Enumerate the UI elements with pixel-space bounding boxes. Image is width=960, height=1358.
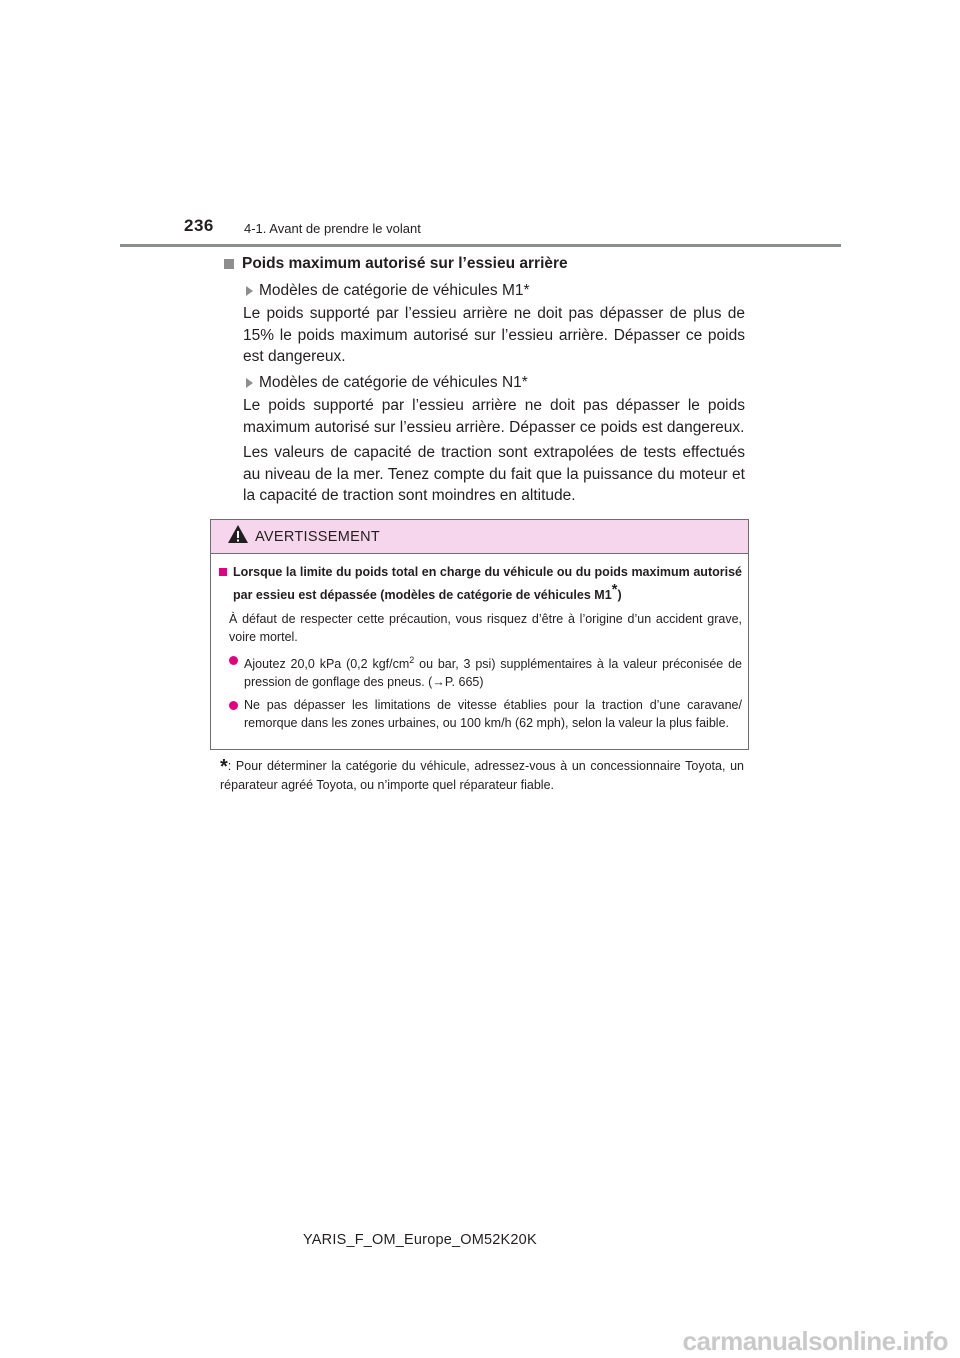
section-heading [224, 255, 568, 273]
square-bullet-icon [224, 259, 234, 269]
heading-text: Poids maximum autorisé sur l’essieu arrière [242, 255, 568, 272]
warning-item-title-part: Lorsque la limite du poids total en charge du véhicule ou du poids maximum autorisé par essieu est dépassée (modèles de catégorie de véhicules M1 [233, 565, 742, 603]
section-title: 4-1. Avant de prendre le volant [244, 221, 421, 236]
bullet1-part-a: Ajoutez 20,0 kPa (0,2 kgf/cm [244, 657, 410, 672]
triangle-bullet-icon [246, 378, 253, 388]
warning-item-title-text [233, 564, 742, 604]
warning-triangle-icon [227, 524, 249, 549]
arrow-icon: → [432, 674, 445, 689]
footnote-star: * [220, 756, 228, 778]
bullet1-part-b: ou bar, 3 psi) supplémentaires à la valeur préconisée de pression de gonflage des pneus. ( [244, 657, 742, 689]
footnote [220, 757, 744, 794]
watermark: carmanualsonline.info [682, 1326, 948, 1356]
warning-item-title-star: * [611, 581, 618, 598]
subheading-m1 [246, 282, 530, 300]
footer-code: YARIS_F_OM_Europe_OM52K20K [303, 1232, 537, 1248]
bullet1-superscript: 2 [409, 655, 415, 666]
paragraph-n1: Le poids supporté par l’essieu arrière ne doit pas dépasser le poids maximum autorisé sur l’essieu arrière. Dépasser ce poids est dangereux. [243, 397, 745, 436]
warning-bullet-pressure [229, 652, 742, 691]
warning-item-title-end: ) [617, 588, 622, 603]
subheading-m1-text: Modèles de catégorie de véhicules M1* [259, 282, 530, 299]
warning-box [210, 519, 749, 750]
pink-dot-icon [229, 701, 238, 710]
page-number: 236 [184, 216, 214, 235]
header-rule [120, 244, 841, 247]
pink-dot-icon [229, 656, 238, 665]
bullet1-page-ref: P. 665) [444, 674, 484, 689]
warning-header [211, 520, 748, 554]
pink-square-icon [219, 568, 227, 576]
footnote-text: : Pour déterminer la catégorie du véhicule, adressez-vous à un concessionnaire Toyota, un réparateur agréé Toyota, ou n’importe quel réparateur fiable. [220, 759, 744, 792]
warning-item-title [219, 564, 742, 604]
paragraph-traction: Les valeurs de capacité de traction sont extrapolées de tests effectués au niveau de la mer. Tenez compte du fait que la puissance du moteur et la capacité de traction sont moindres en altitude. [243, 444, 745, 504]
subheading-n1 [246, 374, 528, 392]
warning-bullet-speed [229, 697, 742, 732]
triangle-bullet-icon [246, 286, 253, 296]
warning-title: AVERTISSEMENT [255, 528, 381, 545]
warning-bullet-pressure-text [244, 652, 742, 691]
warning-intro: À défaut de respecter cette précaution, vous risquez d’être à l’origine d’un accident grave, voire mortel. [229, 612, 742, 645]
subheading-n1-text: Modèles de catégorie de véhicules N1* [259, 374, 528, 391]
warning-bullet-speed-text: Ne pas dépasser les limitations de vitesse établies pour la traction d’une caravane/ remorque dans les zones urbaines, ou 100 km/h (62 mph), selon la valeur la plus faible. [244, 698, 742, 730]
paragraph-m1: Le poids supporté par l’essieu arrière ne doit pas dépasser de plus de 15% le poids maximum autorisé sur l’essieu arrière. Dépasser ce poids est dangereux. [243, 305, 745, 365]
warning-body [211, 554, 748, 732]
